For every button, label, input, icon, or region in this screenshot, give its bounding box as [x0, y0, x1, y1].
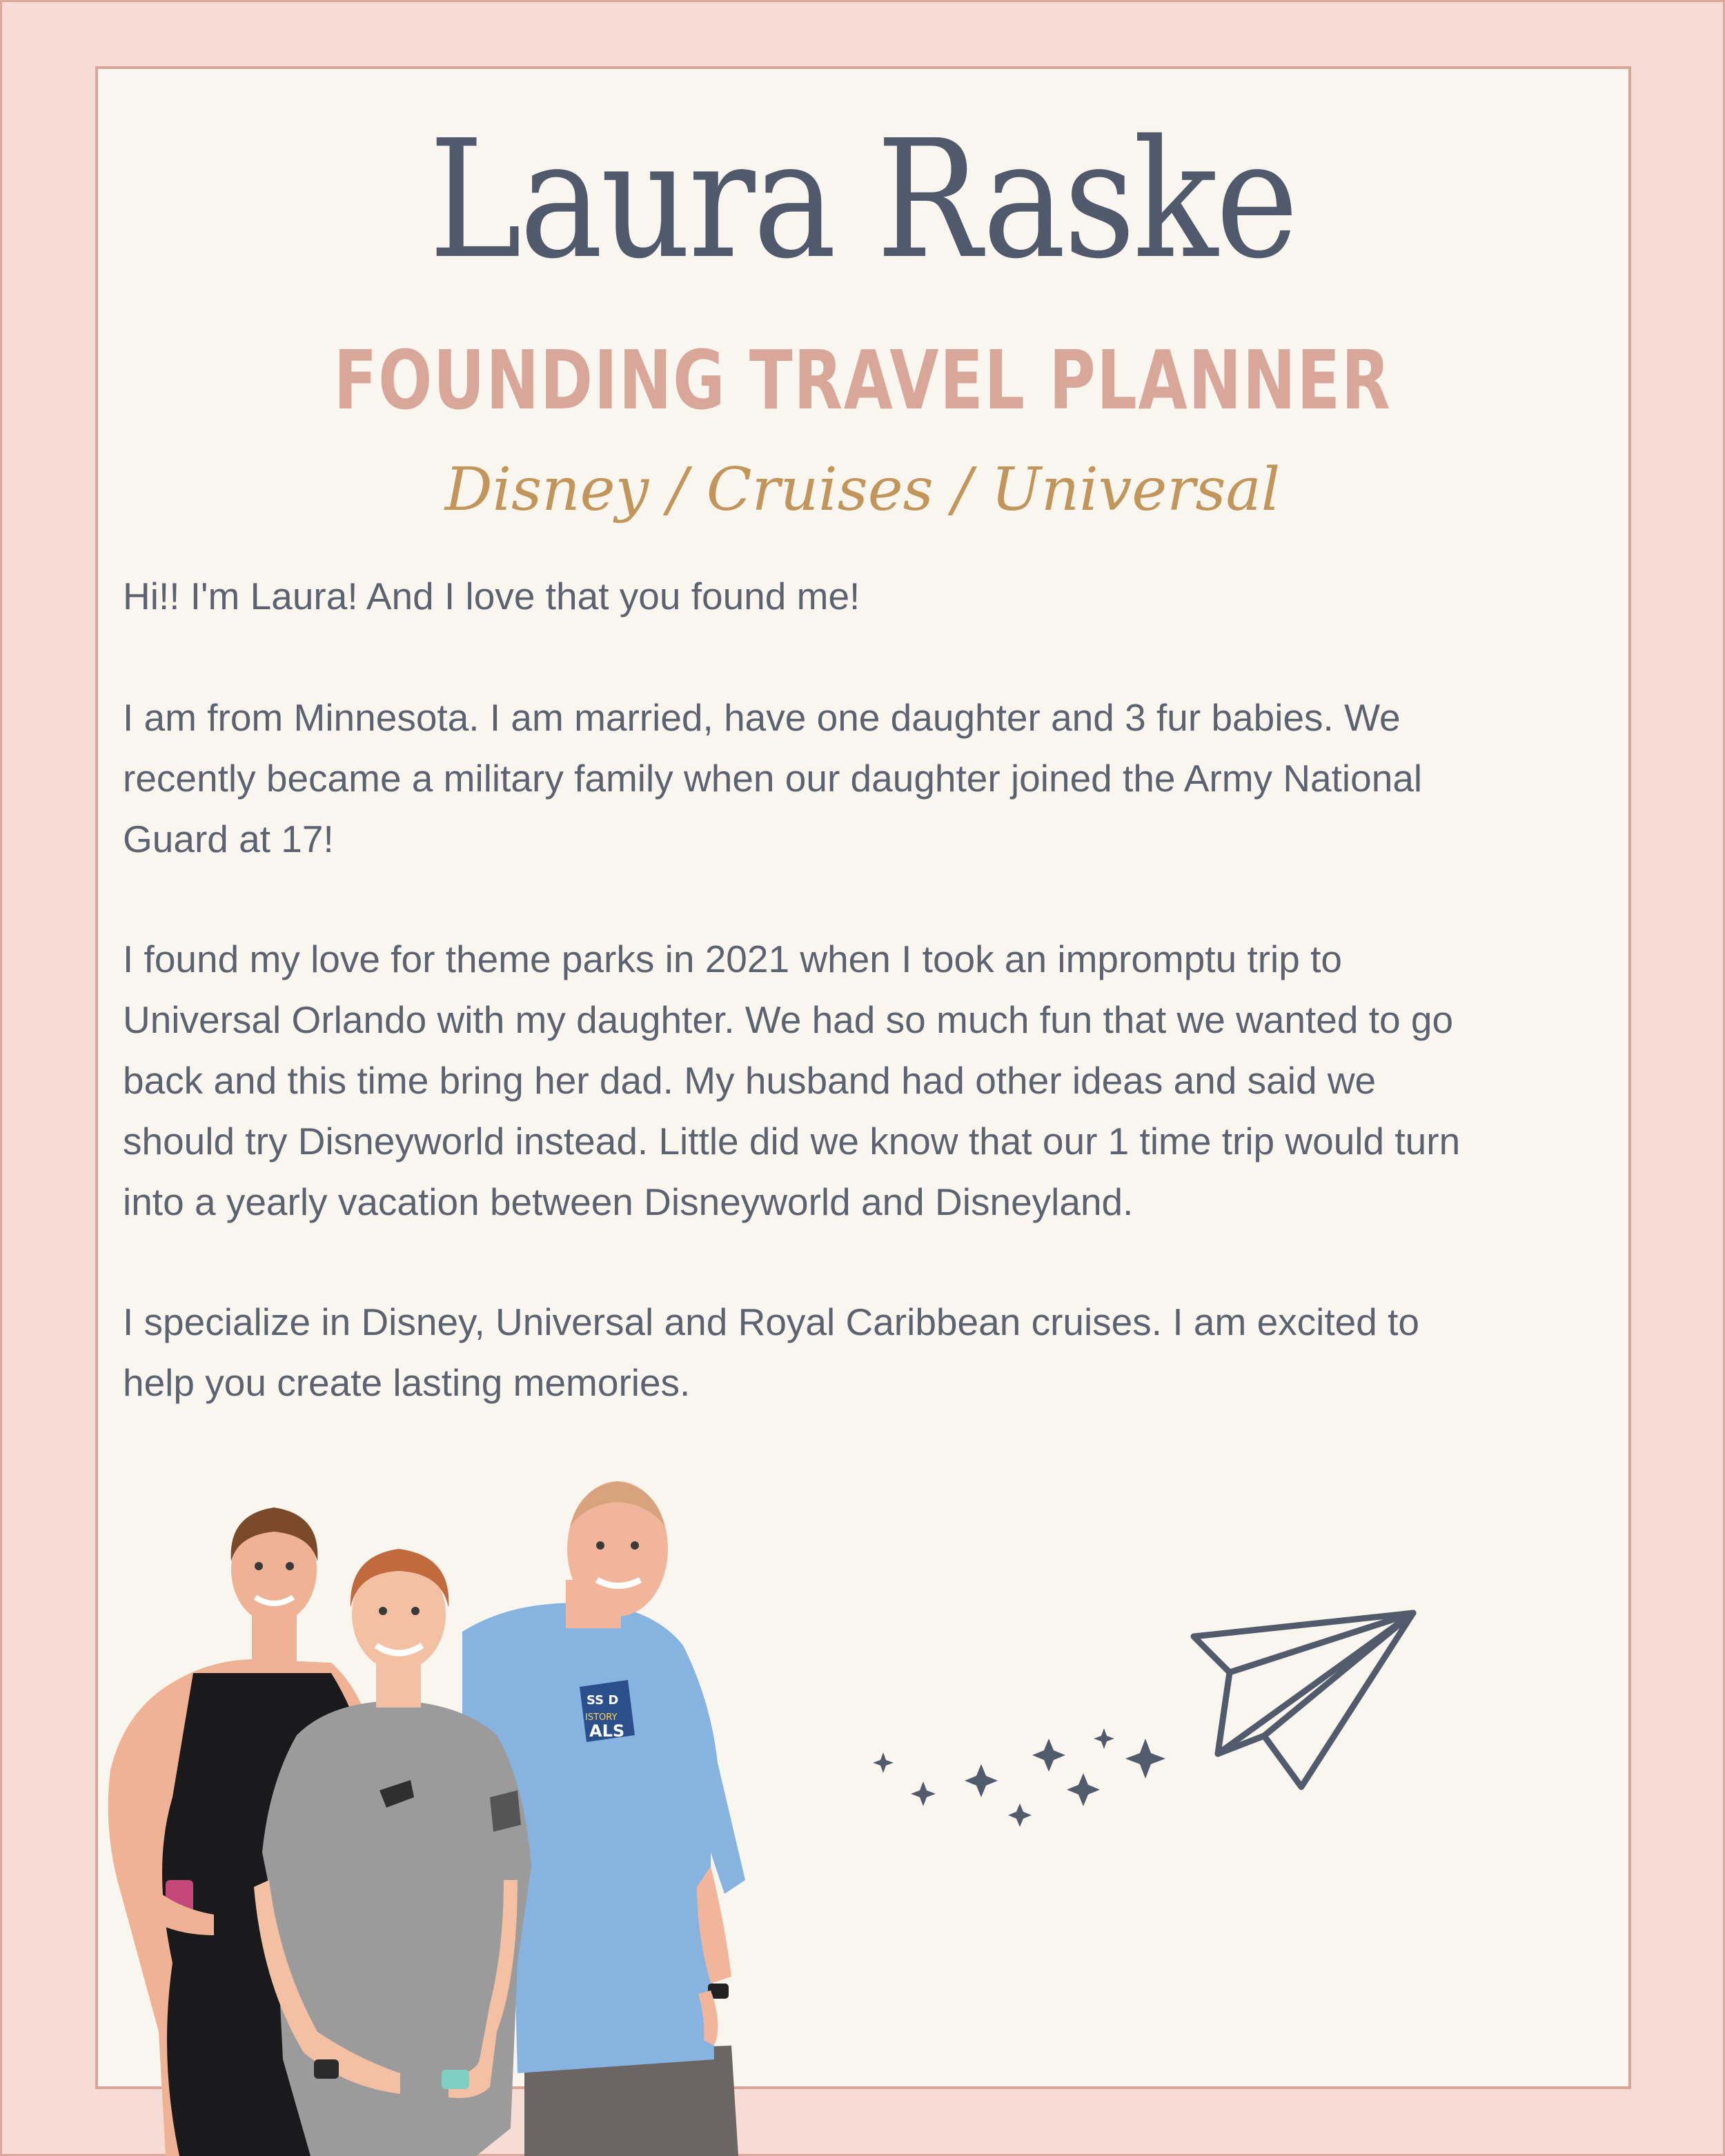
bio-paragraph-greeting: Hi!! I'm Laura! And I love that you found me!: [123, 575, 860, 617]
sparkle-icon: [873, 1728, 1165, 1827]
shirt-print-line2: ISTORY: [585, 1712, 618, 1723]
shirt-print-line1: SS D: [586, 1693, 619, 1708]
page-title: Laura Raske: [428, 105, 1297, 295]
shirt-print-line3: ALS: [589, 1721, 625, 1741]
bio-paragraph-specialty: I specialize in Disney, Universal and Royal Caribbean cruises. I am excited to help you create lasting memories.: [123, 1300, 1419, 1404]
specialties-subtitle: Disney / Cruises / Universal: [444, 455, 1281, 524]
paper-plane-icon: [1194, 1613, 1413, 1787]
paper-plane-illustration: [862, 1601, 1428, 1828]
bio-paragraph-story: I found my love for theme parks in 2021 when I took an impromptu trip to Universal Orlando with my daughter. We had so much fun that we wanted to go back and this time bring her dad. My husband had other ideas and said we should try Disneyworld instead. Little did we know that our 1 time trip would turn into a yearly vacation between Disneyworld and Disneyland.: [123, 938, 1461, 1223]
family-photo: [103, 1438, 793, 2156]
bio-paragraph-family: I am from Minnesota. I am married, have one daughter and 3 fur babies. We recently became a military family when our daughter joined the Army National Guard at 17!: [123, 696, 1423, 860]
job-title: FOUNDING TRAVEL PLANNER: [333, 333, 1392, 428]
